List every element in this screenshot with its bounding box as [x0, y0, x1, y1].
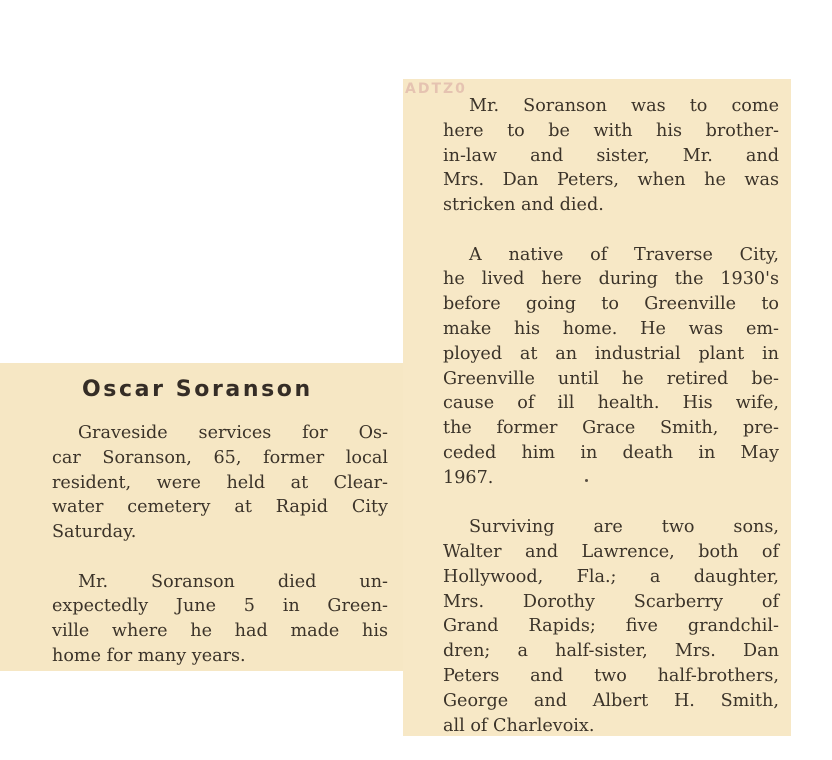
text-line: before going to Greenville to: [443, 294, 779, 315]
text-line: ceded him in death in May: [443, 442, 779, 463]
text-line: cause of ill health. His wife,: [443, 393, 779, 414]
faded-bleed-through-text: ADTZ0: [405, 81, 467, 97]
right-column-text: [443, 94, 779, 738]
text-line: expectedly June 5 in Green-: [52, 596, 388, 617]
text-line: the former Grace Smith, pre-: [443, 418, 779, 439]
text-line: here to be with his brother-: [443, 120, 779, 141]
text-line: Hollywood, Fla.; a daughter,: [443, 566, 779, 587]
text-line: George and Albert H. Smith,: [443, 690, 779, 711]
text-line: Peters and two half-brothers,: [443, 665, 779, 686]
paragraph-gap: [443, 491, 779, 516]
paragraph: [443, 243, 779, 491]
text-line: stricken and died.: [443, 195, 604, 216]
text-line: Greenville until he retired be-: [443, 368, 779, 389]
text-line: ployed at an industrial plant in: [443, 343, 779, 364]
paragraph-gap: [443, 218, 779, 243]
paragraph: [443, 94, 779, 218]
text-line: make his home. He was em-: [443, 318, 779, 339]
text-line: water cemetery at Rapid City: [52, 497, 388, 518]
text-line: Mr. Soranson was to come: [469, 96, 779, 116]
text-line: Mrs. Dan Peters, when he was: [443, 170, 779, 191]
clipping-right-column: [403, 79, 791, 736]
text-line: in-law and sister, Mr. and: [443, 145, 779, 166]
obituary-headline: Oscar Soranson: [82, 377, 313, 402]
text-line: Mr. Soranson died un-: [78, 571, 388, 592]
text-line: dren; a half-sister, Mrs. Dan: [443, 641, 779, 662]
text-line: ville where he had made his: [52, 621, 388, 642]
text-line: all of Charlevoix.: [443, 715, 595, 736]
left-column-text: [52, 421, 388, 669]
text-line: car Soranson, 65, former local: [52, 447, 388, 468]
print-speck: [585, 479, 588, 482]
paragraph-gap: [52, 545, 388, 570]
paragraph: [52, 421, 388, 545]
text-line: resident, were held at Clear-: [52, 472, 388, 493]
paragraph: [52, 570, 388, 669]
text-line: Graveside services for Os-: [78, 423, 388, 443]
text-line: A native of Traverse City,: [469, 244, 779, 265]
text-line: Surviving are two sons,: [469, 517, 779, 538]
text-line: home for many years.: [52, 645, 246, 666]
text-line: Saturday.: [52, 522, 137, 543]
clipping-left-column: [0, 363, 415, 671]
text-line: 1967.: [443, 467, 494, 488]
paragraph: [443, 515, 779, 738]
text-line: Mrs. Dorothy Scarberry of: [443, 591, 779, 612]
text-line: Grand Rapids; five grandchil-: [443, 616, 779, 637]
text-line: Walter and Lawrence, both of: [443, 541, 779, 562]
text-line: he lived here during the 1930's: [443, 269, 779, 290]
